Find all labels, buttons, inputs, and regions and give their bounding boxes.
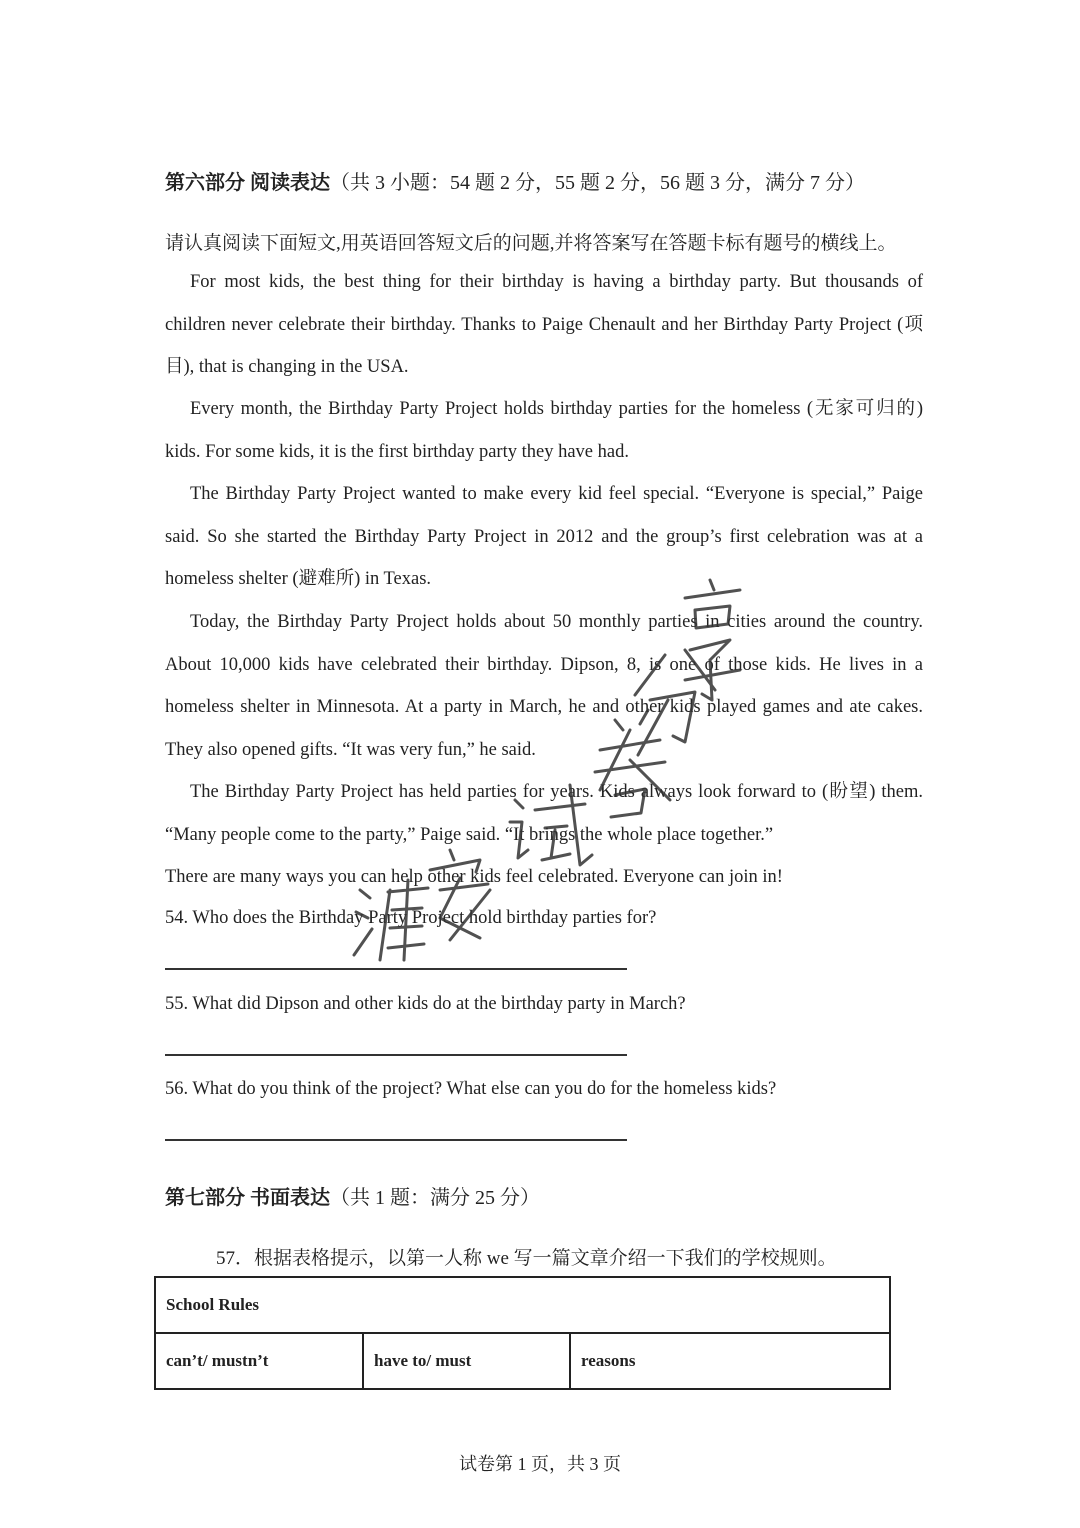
page-footer: 试卷第 1 页，共 3 页 [459, 1454, 621, 1474]
table-header-row [155, 1277, 890, 1333]
section7-title-rest: （共 1 题：满分 25 分） [330, 1187, 540, 1209]
table-column-cant: can’t/ mustn’t [155, 1333, 363, 1389]
table-row [155, 1333, 890, 1389]
section6-title-rest: （共 3 小题：54 题 2 分，55 题 2 分，56 题 3 分，满分 7 分） [330, 172, 865, 194]
passage-paragraph: For most kids, the best thing for their birthday is having a birthday party. But thousands of children never celebrate their birthday. Thanks to Paige Chenault and her Birthday Party Project (项目), that is changing in the USA. [165, 272, 923, 378]
answer-line-54[interactable] [165, 968, 627, 970]
table-column-reasons: reasons [570, 1333, 890, 1389]
passage-paragraph: Today, the Birthday Party Project holds about 50 monthly parties in cities around the country. About 10,000 kids have celebrated their birthday. Dipson, 8, is one of those kids. He lives in a homeless shelter in Minnesota. At a party in March, he and other kids played games and ate cakes. They also opened gifts. “It was very fun,” he said. [165, 612, 923, 760]
section6-instruction: 请认真阅读下面短文,用英语回答短文后的问题,并将答案写在答题卡标有题号的横线上。 [165, 233, 897, 254]
question-56: 56. What do you think of the project? What else can you do for the homeless kids? [165, 1079, 777, 1099]
section6-title-bold: 第六部分 阅读表达 [165, 172, 330, 194]
table-column-must: have to/ must [363, 1333, 570, 1389]
school-rules-table [154, 1276, 891, 1390]
question-54: 54. Who does the Birthday Party Project hold birthday parties for? [165, 908, 657, 928]
table-header-cell: School Rules [155, 1277, 890, 1333]
passage-paragraph: The Birthday Party Project has held parties for years. Kids always look forward to (盼望) them. “Many people come to the party,” Paige said. “It brings the whole place together.” [165, 782, 923, 845]
passage-paragraph: There are many ways you can help other kids feel celebrated. Everyone can join in! [165, 867, 783, 887]
passage-paragraph: The Birthday Party Project wanted to make every kid feel special. “Everyone is special,” Paige said. So she started the Birthday Party Project in 2012 and the group’s first celebration was at a homeless shelter (避难所) in Texas. [165, 484, 923, 590]
writing-prompt: 57．根据表格提示，以第一人称 we 写一篇文章介绍一下我们的学校规则。 [216, 1248, 837, 1269]
question-55: 55. What did Dipson and other kids do at the birthday party in March? [165, 994, 686, 1014]
answer-line-56[interactable] [165, 1139, 627, 1141]
answer-line-55[interactable] [165, 1054, 627, 1056]
section7-title [165, 1181, 540, 1210]
section7-title-bold: 第七部分 书面表达 [165, 1187, 330, 1209]
passage-paragraph: Every month, the Birthday Party Project holds birthday parties for the homeless (无家可归的) kids. For some kids, it is the first birthday party they have had. [165, 399, 923, 462]
section6-title [165, 166, 865, 195]
